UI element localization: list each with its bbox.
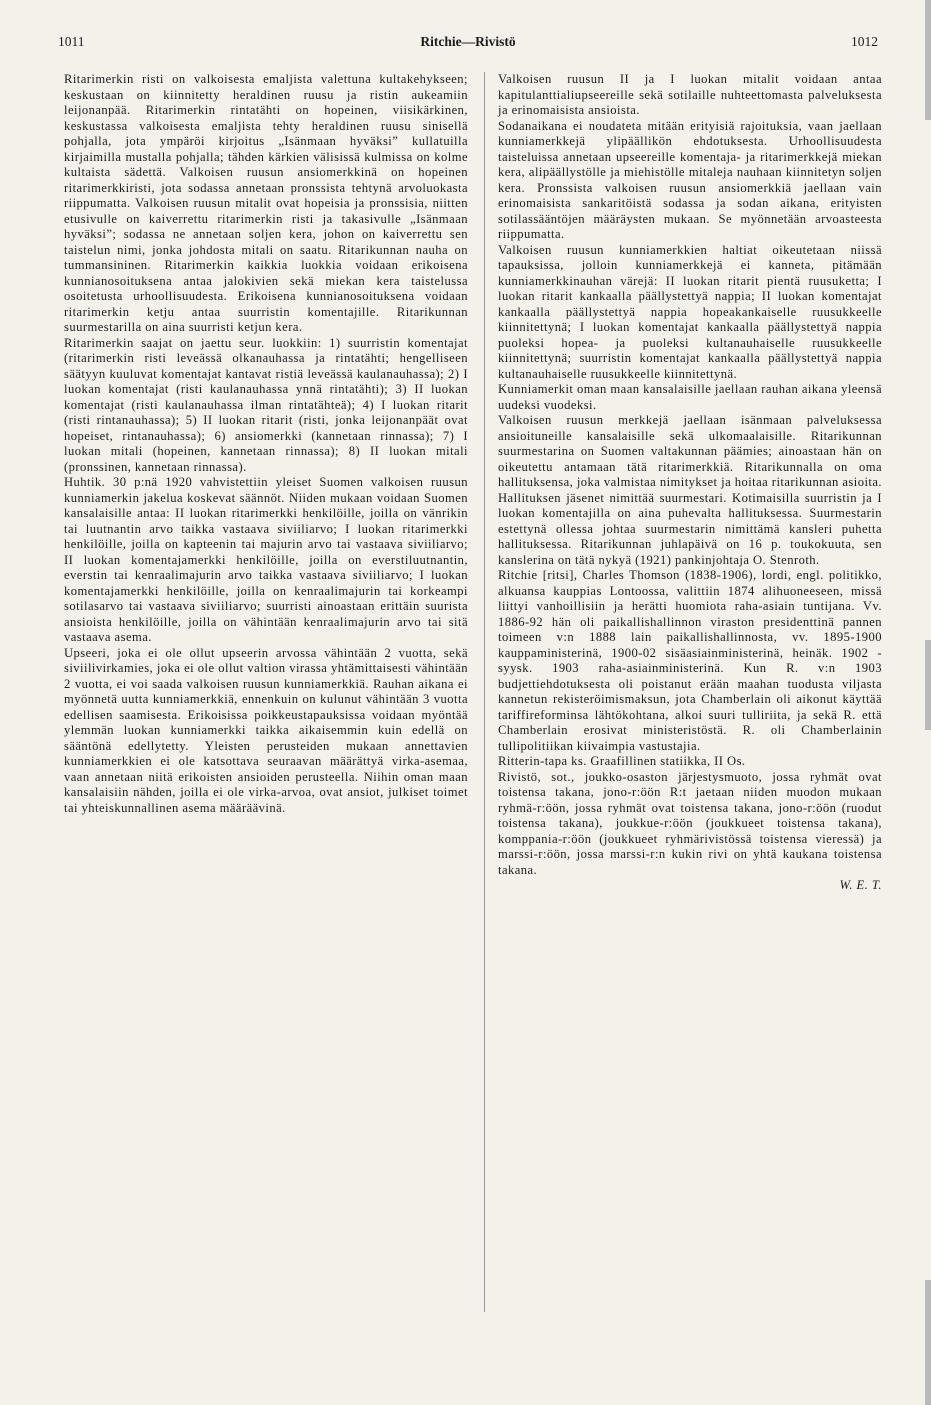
scan-edge-mark: [925, 1280, 931, 1405]
page-header: [58, 34, 878, 54]
paragraph: Valkoisen ruusun kunniamerkkien haltiat oikeutetaan niissä tapauksissa, jolloin kunniamerkkejä ei kanneta, pitämään kunniamerkkinauhan värejä: II luokan ritarit pientä ruusuketta; I luokan ritarit kankaalla päällystettyä nappia; II luokan komentajat kankaalla päällystettyä nappia hopeakankaiselle ruusukkeelle kiinnitettynä; I luokan komentajat kankaalla päällystettyä nappia puoleksi hopea- ja puoleksi kultanauhaiselle ruusukkeelle kiinnitettynä; suurristin komentajat kankaalla päällystettyä nappia kultanauhaiselle ruusukkeelle kiinnitettynä.: [498, 242, 882, 381]
paragraph: Rivistö, sot., joukko-osaston järjestysmuoto, jossa ryhmät ovat toistensa takana, jono-r:öön R:t jaetaan niiden muodon mukaan ryhmä-r:öön, jossa ryhmät ovat toistensa takana, jono-r:öön (ruodut toistensa takana), joukkue-r:öön (joukkueet toistensa takana), komppania-r:öön (joukkueet ryhmärivistössä toistensa vieressä) ja marssi-r:öön, jossa marssi-r:n kukin rivi on yhtä kaukana toistensa takana.: [498, 769, 882, 877]
paragraph: Ritarimerkin risti on valkoisesta emaljista valettuna kultakehykseen; keskustaan on kiinnitetty heraldinen ruusu ja ristin aukeamiin leijonanpää. Ritarimerkin rintatähti on hopeinen, viisikärkinen, keskustassa valkoisesta emaljista tehty heraldinen ruusu sinisellä pohjalla, jota ympäröi kirjoitus „Isänmaan hyväksi” kullatuilla kirjaimilla mustalla pohjalla; tähden kärkien välisissä kulmissa on kolme kultaista sädettä. Valkoisen ruusun ansiomerkkinä on hopeinen ritarimerkkiristi, jota sodassa annetaan pronssista tehtynä arvoluokasta riippumatta. Valkoisen ruusun mitalit ovat hopeisia ja pronssisia, niitten etusivulle on kaiverrettu ritarimerkin risti ja takasivulle „Isänmaan hyväksi”; sodassa ne annetaan soljen kera, johon on kaiverrettu sen taistelun nimi, jonka johdosta mitali on saatu. Ritarikunnan nauha on tummansininen. Ritarimerkin kaikkia luokkia voidaan erikoisena kunnianosoituksena antaa jalokivien sekä miekan kera taistelussa osoitetusta urhoollisuudesta. Erikoisena kunnianosoituksena voidaan ritarimerkin ketju antaa suurristin komentajille. Ritarikunnan suurmestarilla on aina suurristi ketjun kera.: [64, 72, 468, 334]
paragraph: Huhtik. 30 p:nä 1920 vahvistettiin yleiset Suomen valkoisen ruusun kunniamerkin jakelua koskevat säännöt. Niiden mukaan voidaan Suomen kansalaisille antaa: II luokan ritarimerkki henkilöille, joilla on vänrikin tai luutnantin arvo taikka vastaava siviiliarvo; I luokan ritarimerkki henkilöille, joilla on kapteenin tai majurin arvo tai vastaava siviiliarvo; II luokan komentajamerkki henkilöille, joilla on everstiluutnantin, everstin tai kenraalimajurin arvo taikka vastaava siviiliarvo; I luokan komentajamerkki henkilöille, joilla on kenraalimajurin tai korkeampi sotilasarvo tai vastaava siviiliarvo; suurristi ainoastaan erittäin suurista ansioista henkilöille, joilla on vähintään kenraalimajurin arvo tai sitä vastaava asema.: [64, 475, 468, 644]
running-title: Ritchie—Rivistö: [420, 34, 516, 49]
paragraph: Ritarimerkin saajat on jaettu seur. luokkiin: 1) suurristin komentajat (ritarimerkin risti leveässä olkanauhassa ja rintatähti; hengelliseen säätyyn kuuluvat komentajat kantavat ristiä leveässä kaulanauhassa); 2) I luokan komentajat (risti kaulanauhassa ynnä rintatähti); 3) II luokan komentajat (risti kaulanauhassa ilman rintatähteä); 4) I luokan ritarit (risti rintanauhassa); 5) II luokan ritarit (risti, jonka leijonanpäät ovat hopeiset, rintanauhassa); 6) ansiomerkki (kannetaan rinnassa); 7) I luokan mitali (hopeinen, kannetaan rinnassa); 8) II luokan mitali (pronssinen, kannetaan rinnassa).: [64, 335, 468, 474]
paragraph: Ritterin-tapa ks. Graafillinen statiikka, II Os.: [498, 754, 746, 768]
left-column: [64, 72, 468, 816]
column-divider: [484, 72, 485, 1312]
scan-edge-mark: [925, 640, 931, 730]
scan-edge-mark: [925, 0, 931, 120]
right-column: [498, 72, 882, 894]
author-signature: W. E. T.: [839, 878, 882, 892]
paragraph: Valkoisen ruusun II ja I luokan mitalit voidaan antaa kapitulanttialiupseereille sekä sotilaille nuhteettomasta palveluksesta ja erinomaisista ansioista.: [498, 72, 882, 117]
paragraph: Sodanaikana ei noudateta mitään erityisiä rajoituksia, vaan jaellaan kunniamerkkejä ylipäällikön ehdotuksesta. Urhoollisuudesta taisteluissa annetaan upseereille komentaja- ja ritarimerkkejä miekan kera, alipäällystölle ja miehistölle mitaleja nauhaan kiinnitetyn soljen kera. Pronssista valkoisen ruusun ansiomerkkiä jaellaan vain erinomaisista sankaritöistä sodassa ja sodan aikana, erityisten sotilassääntöjen määräysten mukaan. Se myönnetään arvoasteesta riippumatta.: [498, 118, 882, 241]
left-page-number: 1011: [58, 34, 85, 49]
right-page-number: 1012: [851, 34, 878, 49]
paragraph: Valkoisen ruusun merkkejä jaellaan isänmaan palveluksessa ansioituneille kansalaisille sekä ulkomaalaisille. Ritarikunnan suurmestarina on Suomen valtakunnan päämies; ainoastaan hän on oikeutettu antamaan tätä ritarimerkkiä. Ritarikunnalla on oma hallituksensa, joka valmistaa nimitykset ja hoitaa ritarikunnan asioita. Hallituksen jäsenet nimittää suurmestari. Kotimaisilla suurristin ja I luokan komentajilla on aina puhevalta hallituksessa. Suurmestarin estettynä ollessa johtaa suurmestarin nimittämä kansleri puhetta hallituksessa. Ritarikunnan juhlapäivä on 16 p. toukokuuta, sen kanslerina on tätä nykyä (1921) pankinjohtaja O. Stenroth.: [498, 413, 882, 567]
paragraph: Upseeri, joka ei ole ollut upseerin arvossa vähintään 2 vuotta, sekä siviilivirkamies, joka ei ole ollut valtion virassa yhtämittaisesti vähintään 2 vuotta, ei voi saada valkoisen ruusun kunniamerkkiä. Rauhan aikana ei myönnetä uutta kunniamerkkiä, ennenkuin on kulunut vähintään 3 vuotta edellisen saamisesta. Erikoisissa poikkeustapauksissa voidaan myöntää ylemmän luokan kunniamerkki taikka aikaisemmin kuin edellä on sääntönä edellytetty. Yleisten perusteiden mukaan annettavien kunniamerkkien ei ole katsottava seuraavan määrättyä virka-asemaa, vaan annetaan niitä erikoisten ansioiden perusteella. Niihin oman maan kansalaisiin nähden, joilla ei ole virka-arvoa, ovat ansiot, julkiset toimet tai yhteiskunnallinen asema määräävinä.: [64, 645, 468, 815]
paragraph: Kunniamerkit oman maan kansalaisille jaellaan rauhan aikana yleensä uudeksi vuodeksi.: [498, 382, 882, 412]
paragraph: Ritchie [ritsi], Charles Thomson (1838-1906), lordi, engl. politikko, alkuansa kauppias Lontoossa, valittiin 1874 alihuoneeseen, missä liittyi vanhoillisiin ja herätti huomiota raha-asiain tuntijana. Vv. 1886-92 hän oli paikallishallinnon viraston presidenttinä pannen toimeen v:n 1888 lain paikallishallinnosta, vv. 1895-1900 kauppaministerinä, 1900-02 sisäasiainministerinä, heinäk. 1902 - syysk. 1903 raha-asiainministerinä. Kun R. v:n 1903 budjettiehdotuksesta oli poistanut erään maahan tuodusta viljasta kannetun rekisteröimismaksun, jota Chamberlain oli aikonut käyttää tariffireforminsa lähtökohtana, alkoi suuri tulliriita, ja sekä R. että Chamberlain erosivat ministeristöstä. R. oli Chamberlainin tullipolitiikan kiivaimpia vastustajia.: [498, 568, 882, 753]
